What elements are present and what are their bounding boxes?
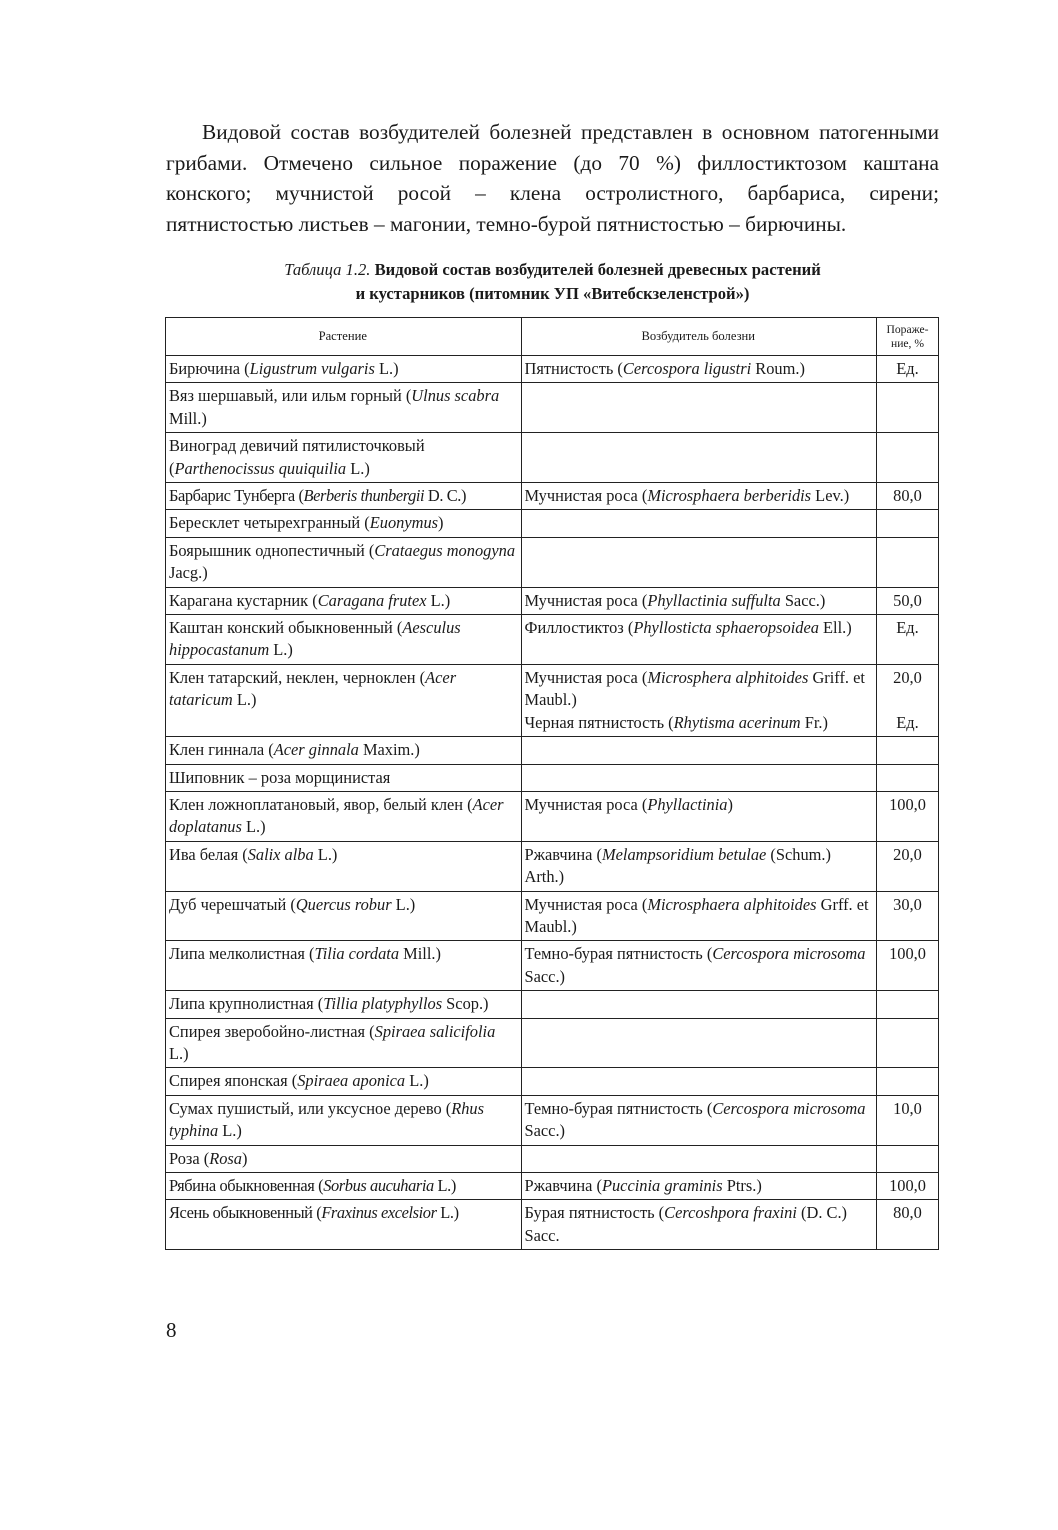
pathogen-author: Grff. et Maubl.) (524, 894, 869, 936)
pathogen-latin-name: Microsphaera berberidis (647, 486, 812, 506)
plant-author: L.) (169, 1043, 189, 1063)
page-number: 8 (166, 1318, 177, 1342)
plant-latin-name: Berberis thunbergii (303, 486, 425, 506)
pathogen-latin-name: Phyllactinia (647, 794, 728, 814)
pathogen-name: Филлостиктоз ( (524, 618, 634, 638)
intro-paragraph: Видовой состав возбудителей болезней представлен в основном патогенными грибами. Отмечено сильное поражение (до 70 %) филлостиктозом каштана конского; мучнистой росой – клена остролистного, барбариса, сирени; пятнистостью листьев – магонии, темно-бурой пятнистостью – бирючины. (166, 120, 939, 236)
plant-name: Клен гиннала ( (169, 740, 274, 760)
plant-latin-name: Sorbus aucuharia (323, 1176, 434, 1195)
plant-author: Mill.) (169, 408, 207, 428)
pathogen-name: Темно-бурая пятнистость ( (524, 944, 713, 964)
plant-name: Виноград девичий пятилисточковый ( (169, 436, 425, 478)
plant-author: L.) (436, 1203, 459, 1223)
plant-name: Роза ( (169, 1148, 210, 1168)
damage-cell (877, 791, 939, 841)
table-title-line2: и кустарников (питомник УП «Витебскзеленстрой») (355, 283, 750, 303)
plant-name: Сумах пушистый, или уксусное дерево ( (169, 1098, 452, 1118)
plant-latin-name: Crataegus monogyna (374, 540, 516, 560)
plant-name: Вяз шершавый, или ильм горный ( (169, 386, 412, 406)
pathogen-latin-name: Cercospora ligustri (622, 359, 752, 378)
plant-cell (166, 383, 522, 433)
plant-cell (166, 841, 522, 891)
pathogen-latin-name: Cercospora microsoma (712, 1098, 866, 1118)
plant-cell (166, 1200, 522, 1250)
plant-author: D. C.) (424, 486, 467, 506)
pathogen-cell (521, 615, 877, 665)
damage-cell (877, 1095, 939, 1145)
plant-latin-name: Spiraea salicifolia (374, 1021, 496, 1041)
pathogen-author: Roum.) (751, 359, 805, 378)
table-row (166, 764, 939, 791)
plant-author: L.) (374, 359, 399, 378)
plant-author: L.) (232, 690, 257, 710)
pathogen-cell (521, 791, 877, 841)
table-row (166, 991, 939, 1018)
table-row (166, 615, 939, 665)
damage-cell (877, 433, 939, 483)
pathogen-author: Ptrs.) (722, 1176, 762, 1195)
pathogen-cell (521, 664, 877, 736)
damage-value: 30,0 (893, 894, 922, 914)
plant-author: L.) (218, 1121, 242, 1141)
plant-cell (166, 791, 522, 841)
pathogen-author: Sacc.) (524, 966, 566, 986)
plant-latin-name: Euonymus (369, 513, 439, 533)
pathogen-author: (Schum.) Arth.) (524, 844, 831, 887)
plant-latin-name: Rosa (209, 1148, 243, 1168)
plant-latin-name: Rhus typhina (169, 1098, 485, 1141)
plant-cell (166, 483, 522, 510)
plant-cell (166, 941, 522, 991)
plant-name: Липа крупнолистная ( (169, 994, 324, 1014)
plant-author: L.) (313, 844, 338, 864)
plant-latin-name: Ligustrum vulgaris (249, 359, 375, 378)
table-row (166, 841, 939, 891)
pathogen-cell (521, 1145, 877, 1172)
pathogen-name: Мучнистая роса ( (524, 794, 648, 814)
pathogen-name: Мучнистая роса ( (524, 590, 648, 610)
damage-value: 100,0 (889, 944, 926, 964)
damage-cell (877, 615, 939, 665)
table-row (166, 510, 939, 537)
damage-value: 20,0 (893, 667, 922, 687)
table-row (166, 941, 939, 991)
damage-cell (877, 1145, 939, 1172)
plant-cell (166, 764, 522, 791)
pathogen-author: Lev.) (811, 486, 850, 506)
plant-cell (166, 1068, 522, 1095)
table-row (166, 664, 939, 736)
plant-latin-name: Acer tataricum (169, 667, 457, 710)
damage-cell (877, 537, 939, 587)
pathogen-cell (521, 510, 877, 537)
damage-cell (877, 1018, 939, 1068)
pathogen-name: Темно-бурая пятнистость ( (524, 1098, 713, 1118)
pathogen-cell (521, 1018, 877, 1068)
plant-name: Спирея японская ( (169, 1071, 298, 1091)
pathogen-cell (521, 891, 877, 941)
pathogen-latin-name: Microsphera alphitoides (647, 667, 809, 687)
plant-author: Mill.) (399, 944, 441, 964)
pathogen-latin-name: Rhytisma acerinum (673, 712, 801, 732)
plant-cell (166, 737, 522, 764)
pathogen-cell (521, 1095, 877, 1145)
pathogen-name: Пятнистость ( (524, 359, 623, 378)
pathogen-cell (521, 356, 877, 383)
pathogen-name: Черная пятнистость ( (524, 712, 674, 732)
pathogen-cell (521, 1068, 877, 1095)
table-title-line1: Видовой состав возбудителей болезней древесных растений (374, 260, 821, 279)
damage-value: Ед. (896, 712, 919, 732)
damage-cell (877, 1200, 939, 1250)
pathogen-name: Ржавчина ( (524, 1176, 602, 1195)
table-header-row (166, 318, 939, 356)
table-row (166, 483, 939, 510)
pathogen-latin-name: Phyllactinia suffulta (647, 590, 781, 610)
plant-latin-name: Quercus robur (295, 894, 392, 914)
pathogen-cell (521, 1200, 877, 1250)
plant-cell (166, 587, 522, 614)
plant-cell (166, 991, 522, 1018)
plant-cell (166, 1018, 522, 1068)
plant-author: L.) (405, 1071, 429, 1091)
table-row (166, 537, 939, 587)
damage-cell (877, 991, 939, 1018)
damage-value: 80,0 (893, 486, 922, 506)
damage-cell (877, 764, 939, 791)
plant-latin-name: Tillia platyphyllos (323, 994, 443, 1014)
damage-value: 50,0 (893, 590, 922, 610)
plant-author: L.) (433, 1176, 456, 1195)
pathogen-cell (521, 841, 877, 891)
plant-name: Барбарис Тунберга ( (169, 486, 304, 506)
plant-cell (166, 537, 522, 587)
pathogen-cell (521, 537, 877, 587)
table-row (166, 791, 939, 841)
plant-latin-name: Fraxinus excelsior (321, 1203, 437, 1223)
pathogen-name: Мучнистая роса ( (524, 667, 648, 687)
pathogen-latin-name: Microsphaera alphitoides (647, 894, 817, 914)
pathogen-latin-name: Cercoshpora fraxini (664, 1203, 797, 1223)
pathogen-cell (521, 587, 877, 614)
pathogen-name: Мучнистая роса ( (524, 894, 648, 914)
pathogen-latin-name: Phyllosticta sphaeropsoidea (633, 618, 819, 638)
plant-name: Дуб черешчатый ( (169, 894, 296, 914)
plant-cell (166, 615, 522, 665)
plant-author: Scop.) (442, 994, 489, 1014)
plant-cell (166, 1145, 522, 1172)
pathogen-author: Fr.) (800, 712, 828, 732)
plant-name: Бирючина ( (169, 359, 250, 378)
plant-name: Каштан конский обыкновенный ( (169, 618, 403, 638)
disease-table (165, 317, 939, 1250)
plant-cell (166, 891, 522, 941)
plant-cell (166, 510, 522, 537)
damage-cell (877, 891, 939, 941)
plant-author: Jacg.) (169, 563, 208, 583)
plant-name: Спирея зверобойно-листная ( (169, 1021, 375, 1041)
plant-latin-name: Aesculus hippocastanum (169, 618, 461, 660)
damage-cell (877, 383, 939, 433)
plant-name: Шиповник – роза морщинистая (169, 767, 391, 787)
damage-cell (877, 737, 939, 764)
damage-cell (877, 587, 939, 614)
table-body (166, 356, 939, 1250)
table-row (166, 1145, 939, 1172)
damage-cell (877, 483, 939, 510)
damage-cell (877, 1173, 939, 1200)
table-caption (166, 258, 939, 305)
plant-author: ) (242, 1148, 248, 1168)
damage-value: 20,0 (893, 844, 922, 864)
table-row (166, 1200, 939, 1250)
plant-cell (166, 356, 522, 383)
plant-author: ) (438, 513, 444, 533)
plant-author: Maxim.) (358, 740, 420, 760)
plant-name: Клен татарский, неклен, черноклен ( (169, 667, 426, 687)
pathogen-cell (521, 1173, 877, 1200)
plant-name: Липа мелколистная ( (169, 944, 315, 964)
pathogen-latin-name: Puccinia graminis (601, 1176, 723, 1195)
plant-latin-name: Salix alba (247, 844, 314, 864)
damage-value: 100,0 (889, 794, 926, 814)
header-damage: Пораже- ние, % (877, 318, 939, 356)
pathogen-cell (521, 483, 877, 510)
damage-cell (877, 510, 939, 537)
pathogen-cell (521, 383, 877, 433)
pathogen-name: Ржавчина ( (524, 844, 602, 864)
table-row (166, 737, 939, 764)
damage-cell (877, 841, 939, 891)
pathogen-cell (521, 991, 877, 1018)
pathogen-author: (D. C.) Sacc. (524, 1203, 848, 1245)
pathogen-cell (521, 941, 877, 991)
pathogen-cell (521, 737, 877, 764)
header-pathogen: Возбудитель болезни (521, 318, 877, 356)
table-row (166, 1173, 939, 1200)
plant-name: Рябина обыкновенная ( (169, 1176, 324, 1195)
damage-value: Ед. (896, 359, 919, 378)
plant-latin-name: Spiraea aponica (297, 1071, 406, 1091)
damage-value: 80,0 (893, 1203, 922, 1223)
table-label: Таблица 1.2. (284, 260, 371, 279)
pathogen-author: Ell.) (818, 618, 852, 638)
damage-cell (877, 1068, 939, 1095)
plant-latin-name: Ulnus scabra (411, 386, 500, 406)
plant-latin-name: Acer ginnala (273, 740, 359, 760)
pathogen-name: Мучнистая роса ( (524, 486, 648, 506)
damage-cell (877, 941, 939, 991)
table-row (166, 1018, 939, 1068)
header-plant: Растение (166, 318, 522, 356)
pathogen-cell (521, 764, 877, 791)
plant-author: L.) (346, 458, 370, 478)
table-row (166, 356, 939, 383)
plant-name: Ясень обыкновенный ( (169, 1203, 322, 1223)
plant-cell (166, 1095, 522, 1145)
table-row (166, 1095, 939, 1145)
pathogen-latin-name: Melampsoridium betulae (601, 844, 767, 864)
plant-cell (166, 433, 522, 483)
pathogen-author: Sacc.) (780, 590, 826, 610)
damage-value: Ед. (896, 618, 919, 638)
table-row (166, 383, 939, 433)
table-row (166, 891, 939, 941)
plant-latin-name: Acer doplatanus (169, 794, 504, 837)
damage-cell (877, 664, 939, 736)
damage-cell (877, 356, 939, 383)
plant-name: Клен ложноплатановый, явор, белый клен ( (169, 794, 473, 814)
plant-name: Ива белая ( (169, 844, 248, 864)
pathogen-author: Griff. et Maubl.) (524, 667, 865, 710)
plant-author: L.) (241, 817, 266, 837)
pathogen-author: ) (727, 794, 733, 814)
plant-latin-name: Parthenocissus quuiquilia (174, 458, 347, 478)
plant-latin-name: Caragana frutex (317, 590, 427, 610)
table-row (166, 1068, 939, 1095)
plant-author: L.) (269, 640, 293, 660)
plant-author: L.) (426, 590, 451, 610)
plant-latin-name: Tilia cordata (314, 944, 400, 964)
pathogen-author: Sacc.) (524, 1121, 566, 1141)
plant-name: Боярышник однопестичный ( (169, 540, 375, 560)
plant-cell (166, 664, 522, 736)
table-row (166, 433, 939, 483)
plant-cell (166, 1173, 522, 1200)
damage-value: 100,0 (889, 1176, 926, 1195)
damage-value: 10,0 (893, 1098, 922, 1118)
plant-author: L.) (391, 894, 416, 914)
plant-name: Карагана кустарник ( (169, 590, 318, 610)
pathogen-name: Бурая пятнистость ( (524, 1203, 665, 1223)
pathogen-cell (521, 433, 877, 483)
plant-name: Бересклет четырехгранный ( (169, 513, 370, 533)
pathogen-latin-name: Cercospora microsoma (712, 944, 866, 964)
table-row (166, 587, 939, 614)
